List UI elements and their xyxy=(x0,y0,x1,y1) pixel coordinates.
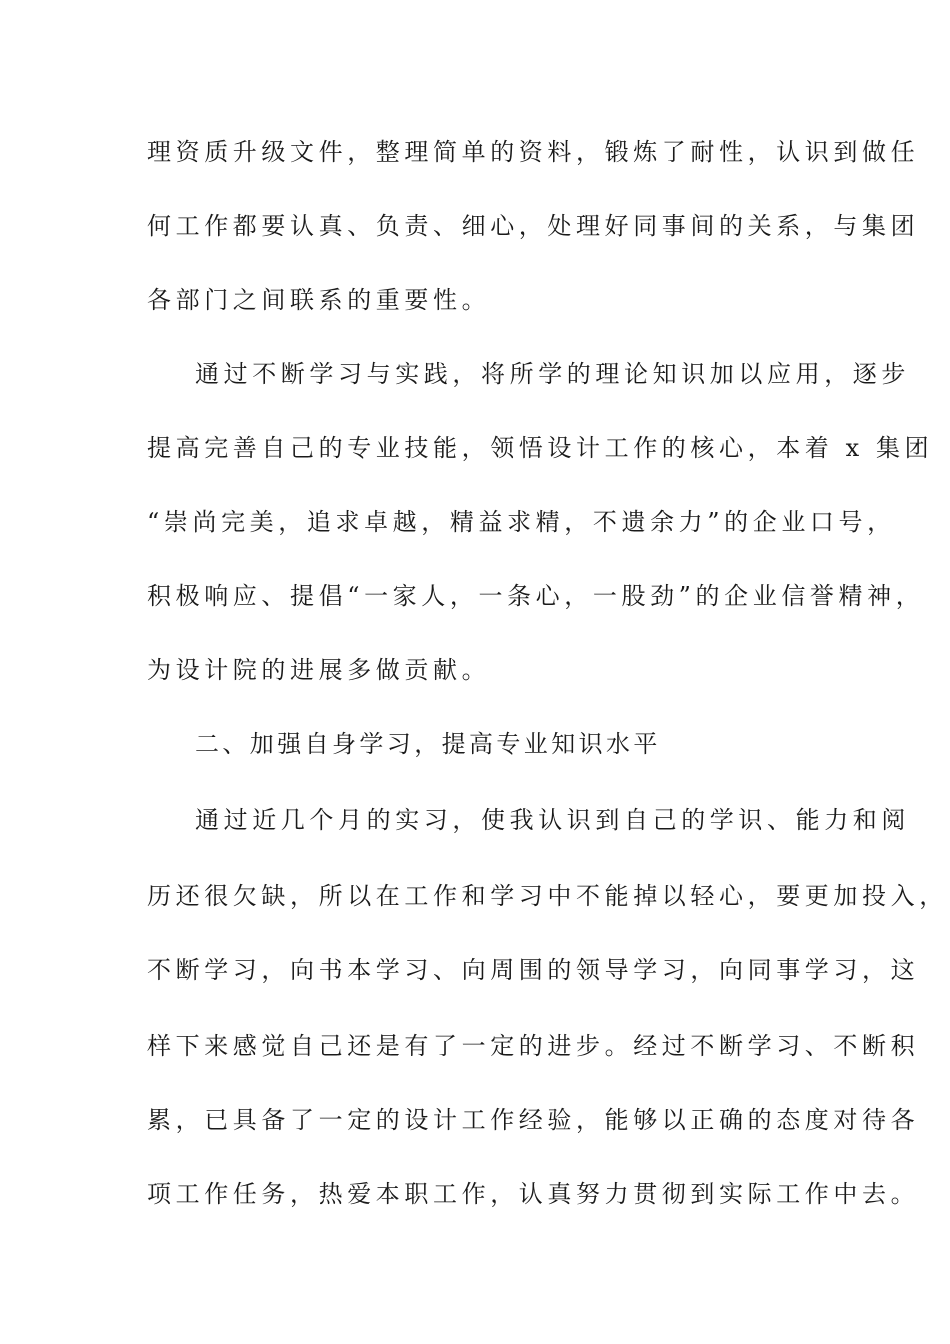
paragraph-line: 样下来感觉自己还是有了一定的进步。经过不断学习、不断积 xyxy=(147,1032,920,1060)
paragraph-line: 通过近几个月的实习，使我认识到自己的学识、能力和阅 xyxy=(195,806,910,834)
paragraph-line: 项工作任务，热爱本职工作，认真努力贯彻到实际工作中去。 xyxy=(147,1180,920,1208)
paragraph-line: 理资质升级文件，整理简单的资料，锻炼了耐性，认识到做任 xyxy=(147,138,920,166)
paragraph-line: 累，已具备了一定的设计工作经验，能够以正确的态度对待各 xyxy=(147,1106,920,1134)
paragraph-line: 积极响应、提倡“一家人，一条心，一股劲”的企业信誉精神， xyxy=(147,582,925,610)
paragraph-line: 各部门之间联系的重要性。 xyxy=(147,286,491,314)
paragraph-line: 提高完善自己的专业技能，领悟设计工作的核心，本着 x 集团 xyxy=(147,434,934,462)
paragraph-line: 为设计院的进展多做贡献。 xyxy=(147,656,491,684)
paragraph-line: 何工作都要认真、负责、细心，处理好同事间的关系，与集团 xyxy=(147,212,920,240)
paragraph-line: 通过不断学习与实践，将所学的理论知识加以应用，逐步 xyxy=(195,360,910,388)
paragraph-line: “崇尚完美，追求卓越，精益求精，不遗余力”的企业口号， xyxy=(147,508,896,536)
section-heading: 二、加强自身学习，提高专业知识水平 xyxy=(195,730,661,758)
paragraph-line: 不断学习，向书本学习、向周围的领导学习，向同事学习，这 xyxy=(147,956,920,984)
paragraph-line: 历还很欠缺，所以在工作和学习中不能掉以轻心，要更加投入， xyxy=(147,882,948,910)
